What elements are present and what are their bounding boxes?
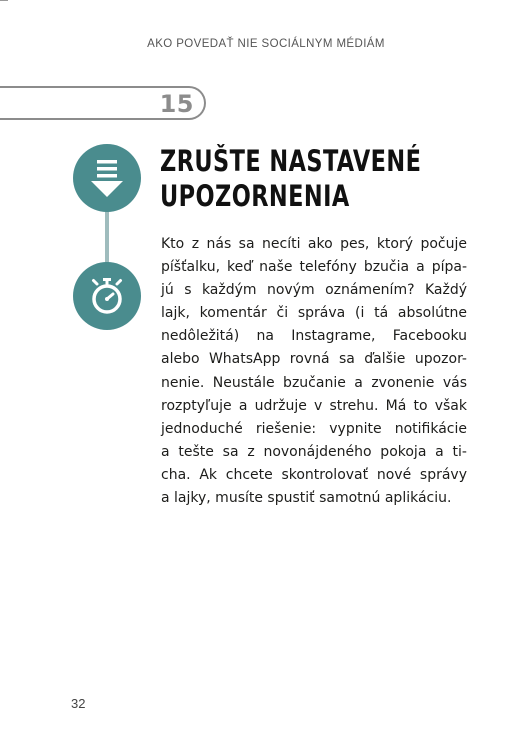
title-line: UPOZORNENIA bbox=[160, 179, 350, 213]
body-line: nenie. Neustále bzučanie a zvonenie vás bbox=[161, 374, 467, 391]
title-line: ZRUŠTE NASTAVENÉ bbox=[160, 144, 422, 178]
body-line: jednoduché riešenie: vypnite notifikácie bbox=[161, 420, 467, 437]
crop-mark bbox=[0, 0, 8, 1]
body-line: píšťalku, keď naše telefóny bzučia a pípa- bbox=[161, 259, 467, 276]
body-paragraph bbox=[161, 233, 467, 510]
icon-connector-line bbox=[105, 208, 109, 270]
body-line: cha. Ak chcete skontrolovať nové správy bbox=[161, 466, 467, 483]
chapter-number-tab bbox=[0, 86, 206, 120]
chapter-number: 15 bbox=[159, 90, 194, 118]
body-line: jú s každým novým oznámením? Každý bbox=[161, 282, 467, 299]
download-list-icon bbox=[73, 144, 141, 212]
body-line: rozptyľuje a udržuje v strehu. Má to však bbox=[161, 397, 467, 414]
body-line: a lajky, musíte spustiť samotnú aplikáciu. bbox=[161, 490, 452, 507]
page-number: 32 bbox=[71, 696, 86, 711]
stopwatch-icon bbox=[73, 262, 141, 330]
body-line: a tešte sa z novonájdeného pokoja a ti- bbox=[161, 443, 467, 460]
section-title bbox=[160, 144, 452, 214]
body-line: nedôležitá) na Instagrame, Facebooku bbox=[161, 328, 467, 345]
body-line: Kto z nás sa necíti ako pes, ktorý počuje bbox=[161, 236, 467, 252]
running-header: AKO POVEDAŤ NIE SOCIÁLNYM MÉDIÁM bbox=[147, 38, 385, 50]
icon-column bbox=[73, 144, 141, 334]
body-line: lajk, komentár či správa (i tá absolútne bbox=[161, 305, 467, 322]
body-line: alebo WhatsApp rovná sa ďalšie upozor- bbox=[161, 351, 467, 368]
